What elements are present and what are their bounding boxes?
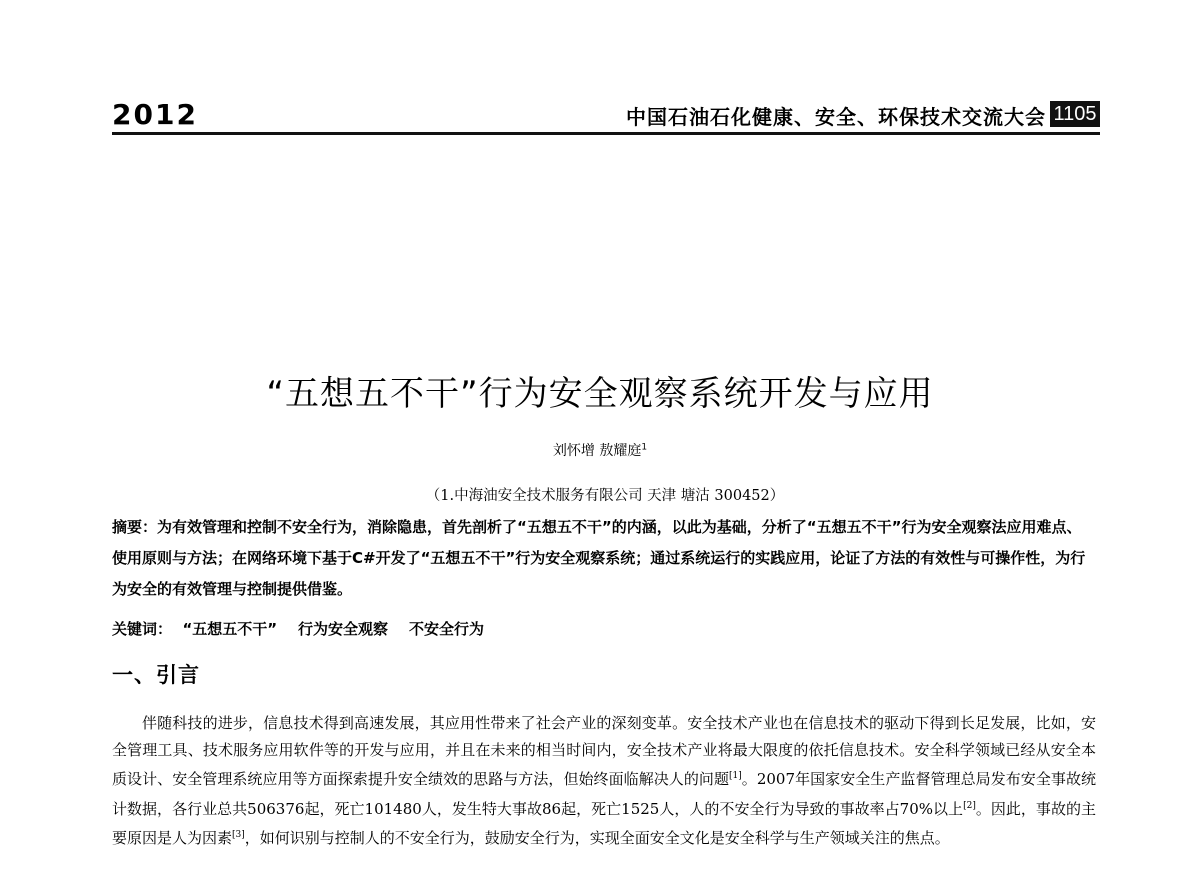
paragraph-text-3: 。因此，事故的主要原因是人为因素 <box>112 799 1096 847</box>
header-conference-name: 中国石油石化健康、安全、环保技术交流大会 <box>626 105 1046 129</box>
paragraph-text-4: ，如何识别与控制人的不安全行为，鼓励安全行为，实现全面安全文化是安全科学与生产领域关注的焦点。 <box>244 829 950 847</box>
citation-1: [1] <box>729 771 742 781</box>
paper-title: “五想五不干”行为安全观察系统开发与应用 <box>266 374 934 414</box>
section-heading-introduction: 一、引言 <box>112 663 200 687</box>
paper-authors <box>0 440 1200 460</box>
citation-3: [3] <box>232 830 245 840</box>
citation-2: [2] <box>963 800 976 811</box>
header-rule <box>112 132 1100 135</box>
header-year: 2012 <box>112 98 198 131</box>
introduction-paragraph <box>112 710 1096 852</box>
paper-affiliation: （1.中海油安全技术服务有限公司 天津 塘沽 300452） <box>425 488 785 504</box>
paper-keywords: 关键词： “五想五不干” 行为安全观察 不安全行为 <box>112 620 484 638</box>
author-names: 刘怀增 敖耀庭 <box>552 443 642 459</box>
running-header <box>112 98 1100 132</box>
page-number: 1105 <box>1050 101 1100 127</box>
paper-abstract: 摘要：为有效管理和控制不安全行为，消除隐患，首先剖析了“五想五不干”的内涵，以此为基础，分析了“五想五不干”行为安全观察法应用难点、使用原则与方法；在网络环境下基于C#开发了“五想五不干”行为安全观察系统；通过系统运行的实践应用，论证了方法的有效性与可操作性，为行为安全的有效管理与控制提供借鉴。 <box>112 518 1086 598</box>
paragraph-text-2: 。2007年国家安全生产监督管理总局发布安全事故统计数据，各行业总共506376起，死亡101480人，发生特大事故86起，死亡1525人，人的不安全行为导致的事故率占70%以上 <box>112 770 1096 818</box>
paragraph-text-1: 伴随科技的进步，信息技术得到高速发展，其应用性带来了社会产业的深刻变革。安全技术产业也在信息技术的驱动下得到长足发展，比如，安全管理工具、技术服务应用软件等的开发与应用，并且在未来的相当时间内，安全技术产业将最大限度的依托信息技术。安全科学领域已经从安全本质设计、安全管理系统应用等方面探索提升安全绩效的思路与方法，但始终面临解决人的问题 <box>112 714 1096 788</box>
author-affiliation-mark: 1 <box>641 442 648 453</box>
